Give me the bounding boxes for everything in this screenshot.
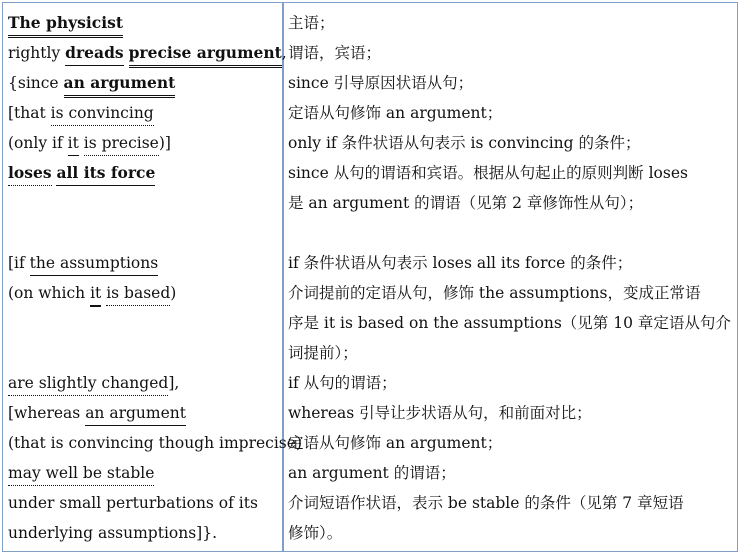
left-row-3: {since an argument [8,73,175,93]
left-row-7: [if the assumptions [8,253,158,273]
left-row-6: loses all its force [8,163,155,183]
right-row-7: if 条件状语从句表示 loses all its force 的条件； [288,254,633,272]
right-row-6: since 从句的谓语和宾语。根据从句起止的原则判断 loses [288,164,688,182]
right-row-2: 谓语，宾语； [288,44,382,62]
subject-phrase: The physicist [8,13,123,38]
left-row-1 [8,13,123,33]
left-row-10: [whereas an argument [8,403,186,423]
clause-subject: an argument [64,73,176,98]
right-row-8: 介词提前的定语从句，修饰 the assumptions，变成正常语 [288,284,701,302]
left-row-5: (only if it is precise)] [8,133,171,153]
left-row-14: underlying assumptions]}. [8,524,218,542]
right-row-8c: 词提前）； [288,344,358,362]
right-row-11: 定语从句修饰 an argument； [288,434,503,452]
right-row-6b: 是 an argument 的谓语（见第 2 章修饰性从句）； [288,194,644,212]
clause-predicate: is convincing [51,104,154,126]
left-row-4: [that is convincing [8,103,154,123]
right-row-13: 介词短语作状语，表示 be stable 的条件（见第 7 章短语 [288,494,684,512]
right-row-5: only if 条件状语从句表示 is convincing 的条件； [288,134,641,152]
column-divider [282,2,284,552]
right-row-3: since 引导原因状语从句； [288,74,474,92]
right-row-13b: 修饰）。 [288,524,343,542]
right-row-4: 定语从句修饰 an argument； [288,104,503,122]
right-row-1: 主语； [288,14,335,32]
left-row-2: rightly dreads precise argument, [8,43,287,63]
left-row-8: (on which it is based) [8,283,176,303]
right-row-12: an argument 的谓语； [288,464,456,482]
left-row-12: may well be stable [8,463,154,483]
right-row-9: if 从句的谓语； [288,374,397,392]
object-phrase: precise argument [129,43,282,68]
left-row-9: are slightly changed], [8,373,179,393]
left-row-13: under small perturbations of its [8,494,258,512]
right-row-10: whereas 引导让步状语从句，和前面对比； [288,404,592,422]
right-row-8b: 序是 it is based on the assumptions（见第 10 章定语从句介 [288,314,731,332]
predicate-word: dreads [65,43,123,66]
left-row-11: (that is convincing though imprecise) [8,434,302,452]
